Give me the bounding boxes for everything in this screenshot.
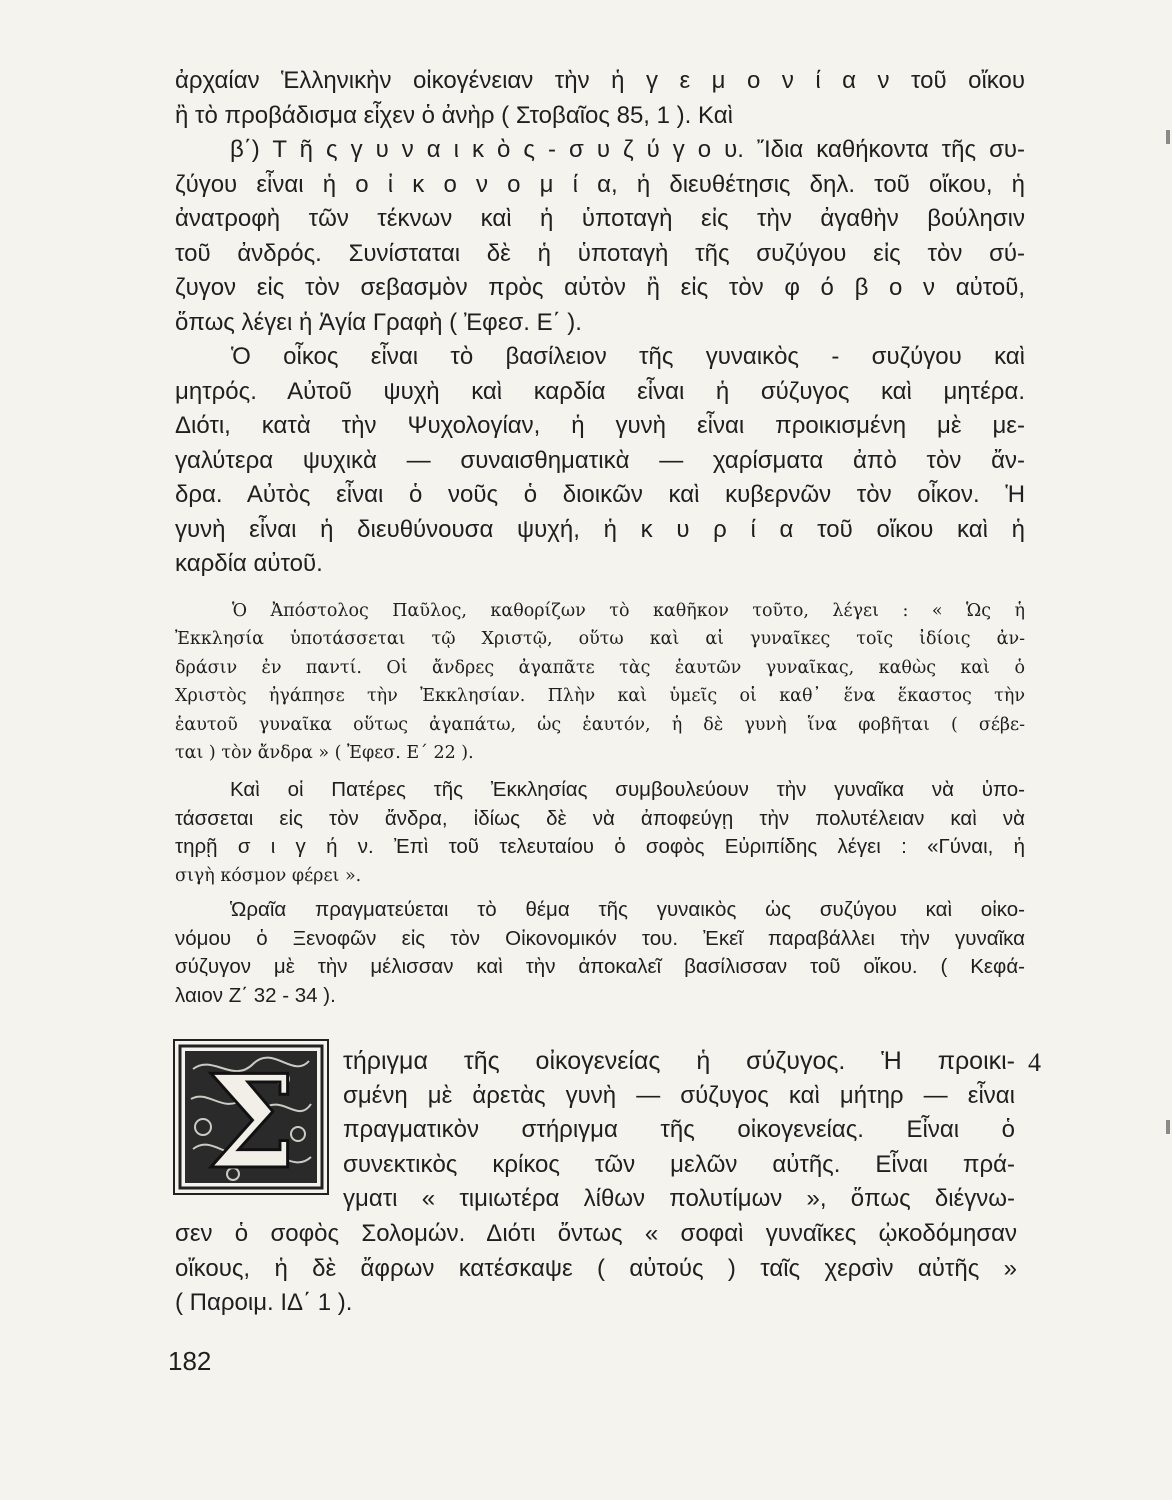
text-line: ὅπως λέγει ἡ Ἁγία Γραφὴ ( Ἐφεσ. Ε΄ ). [175, 308, 582, 336]
text-line: ται ) τὸν ἄνδρα » ( Ἐφεσ. Ε΄ 22 ). [175, 743, 474, 764]
text-line: οἴκους, ἡ δὲ ἄφρων κατέσκαψε ( αὐτούς ) ταῖς χερσὶν αὐτῆς » [175, 1254, 1017, 1282]
text-line: σιγὴ κόσμον φέρει ». [175, 865, 362, 886]
text-line: Ἐκκλησία ὑποτάσσεται τῷ Χριστῷ, οὕτω καὶ αἱ γυναῖκες τοῖς ἰδίοις ἀν- [175, 629, 1025, 650]
text-line: β΄) Τ ῆ ς γ υ ν α ι κ ὸ ς - σ υ ζ ύ γ ο υ. Ἴδια καθήκοντα τῆς συ- [230, 136, 1025, 163]
text-line: ( Παροιμ. ΙΔ΄ 1 ). [175, 1289, 353, 1316]
page-number: 182 [168, 1346, 212, 1376]
text-line: νόμου ὁ Ξενοφῶν εἰς τὸν Οἰκονομικόν του. Ἐκεῖ παραβάλλει τὴν γυναῖκα [175, 926, 1025, 950]
text-line: Ὡραῖα πραγματεύεται τὸ θέμα τῆς γυναικὸς ὡς συζύγου καὶ οἰκο- [230, 898, 1025, 921]
text-line: Ὁ οἶκος εἶναι τὸ βασίλειον τῆς γυναικὸς - συζύγου καὶ [231, 343, 1025, 370]
paragraph-church-fathers [175, 776, 1025, 890]
text-line: ἀνατροφὴ τῶν τέκνων καὶ ἡ ὑποταγὴ εἰς τὴν ἀγαθὴν βούλησιν [175, 205, 1025, 232]
paragraph-xenophon [175, 896, 1025, 1010]
text-line: Διότι, κατὰ τὴν Ψυχολογίαν, ἡ γυνὴ εἶναι προικισμένη μὲ με- [175, 412, 1025, 439]
scan-edge-mark [1166, 130, 1170, 144]
text-line: καρδία αὐτοῦ. [175, 550, 323, 577]
text-line: πραγματικὸν στήριγμα τῆς οἰκογενείας. Εἶναι ὁ [343, 1116, 1015, 1143]
dropcap-letter: Σ [205, 1048, 297, 1195]
text-line: γαλύτερα ψυχικὰ — συναισθηματικὰ — χαρίσματα ἀπὸ τὸν ἄν- [175, 446, 1025, 474]
text-line: τάσσεται εἰς τὸν ἄνδρα, ἰδίως δὲ νὰ ἀποφεύγῃ τὴν πολυτέλειαν καὶ νὰ [175, 806, 1025, 830]
paragraph-solomon [175, 1217, 1017, 1321]
text-line: Καὶ οἱ Πατέρες τῆς Ἐκκλησίας συμβουλεύουν τὴν γυναῖκα νὰ ὑπο- [230, 778, 1025, 801]
text-line: ἑαυτοῦ γυναῖκα οὕτως ἀγαπάτω, ὡς ἑαυτόν, ἡ δὲ γυνὴ ἵνα φοβῆται ( σέβε- [175, 714, 1025, 735]
text-line: λαιον Ζ΄ 32 - 34 ). [175, 983, 336, 1007]
text-line: δράσιν ἐν παντί. Οἱ ἄνδρες ἀγαπᾶτε τὰς ἑαυτῶν γυναῖκας, καθὼς καὶ ὁ [175, 657, 1025, 678]
text-line: μητρός. Αὐτοῦ ψυχὴ καὶ καρδία εἶναι ἡ σύζυγος καὶ μητέρα. [175, 377, 1025, 405]
text-line: τηρῇ σ ι γ ή ν. Ἐπὶ τοῦ τελευταίου ὁ σοφὸς Εὐριπίδης λέγει : «Γύναι, ἡ [175, 835, 1025, 859]
decorated-dropcap [173, 1039, 329, 1195]
paragraph-spouse-duties [175, 64, 1025, 340]
text-line: σεν ὁ σοφὸς Σολομών. Διότι ὄντως « σοφαὶ γυναῖκες ᾠκοδόμησαν [175, 1220, 1017, 1247]
text-line: σμένη μὲ ἀρετὰς γυνὴ — σύζυγος καὶ μήτηρ — εἶναι [343, 1081, 1015, 1109]
text-line: δρα. Αὐτὸς εἶναι ὁ νοῦς ὁ διοικῶν καὶ κυβερνῶν τὸν οἶκον. Ἡ [175, 481, 1025, 508]
text-line: Χριστὸς ἠγάπησε τὴν Ἐκκλησίαν. Πλὴν καὶ ὑμεῖς οἱ καθ᾽ ἕνα ἕκαστος τὴν [175, 686, 1025, 707]
paragraph-support-lines [343, 1044, 1015, 1217]
text-line: τήριγμα τῆς οἰκογενείας ἡ σύζυγος. Ἡ προικι- [343, 1047, 1015, 1075]
text-line: ζυγον εἰς τὸν σεβασμὸν πρὸς αὐτὸν ἢ εἰς τὸν φ ό β ο ν αὐτοῦ, [175, 274, 1025, 301]
paragraph-house-kingdom [175, 340, 1025, 582]
paragraph-apostle-paul [175, 597, 1025, 767]
text-line: τοῦ ἀνδρός. Συνίσταται δὲ ἡ ὑποταγὴ τῆς συζύγου εἰς τὸν σύ- [175, 239, 1025, 267]
text-line: ἢ τὸ προβάδισμα εἶχεν ὁ ἀνὴρ ( Στοβαῖος 85, 1 ). Καὶ [175, 101, 733, 129]
text-line: γματι « τιμιωτέρα λίθων πολυτίμων », ὅπως διέγνω- [343, 1185, 1015, 1212]
text-line: ἀρχαίαν Ἑλληνικὴν οἰκογένειαν τὴν ἡ γ ε μ ο ν ί α ν τοῦ οἴκου [175, 67, 1025, 94]
text-line: συνεκτικὸς κρίκος τῶν μελῶν αὐτῆς. Εἶναι πρά- [343, 1150, 1015, 1178]
text-line: ζύγου εἶναι ἡ ο ἰ κ ο ν ο μ ί α, ἡ διευθέτησις δηλ. τοῦ οἴκου, ἡ [175, 170, 1025, 198]
text-line: γυνὴ εἶναι ἡ διευθύνουσα ψυχή, ἡ κ υ ρ ί α τοῦ οἴκου καὶ ἡ [175, 515, 1025, 543]
text-line: σύζυγον μὲ τὴν μέλισσαν καὶ τὴν ἀποκαλεῖ βασίλισσαν τοῦ οἴκου. ( Κεφά- [175, 955, 1025, 979]
margin-section-number: 4 [1028, 1048, 1041, 1077]
scan-edge-mark [1166, 1120, 1170, 1134]
text-line: Ὁ Ἀπόστολος Παῦλος, καθορίζων τὸ καθῆκον τοῦτο, λέγει : « Ὡς ἡ [232, 601, 1025, 621]
